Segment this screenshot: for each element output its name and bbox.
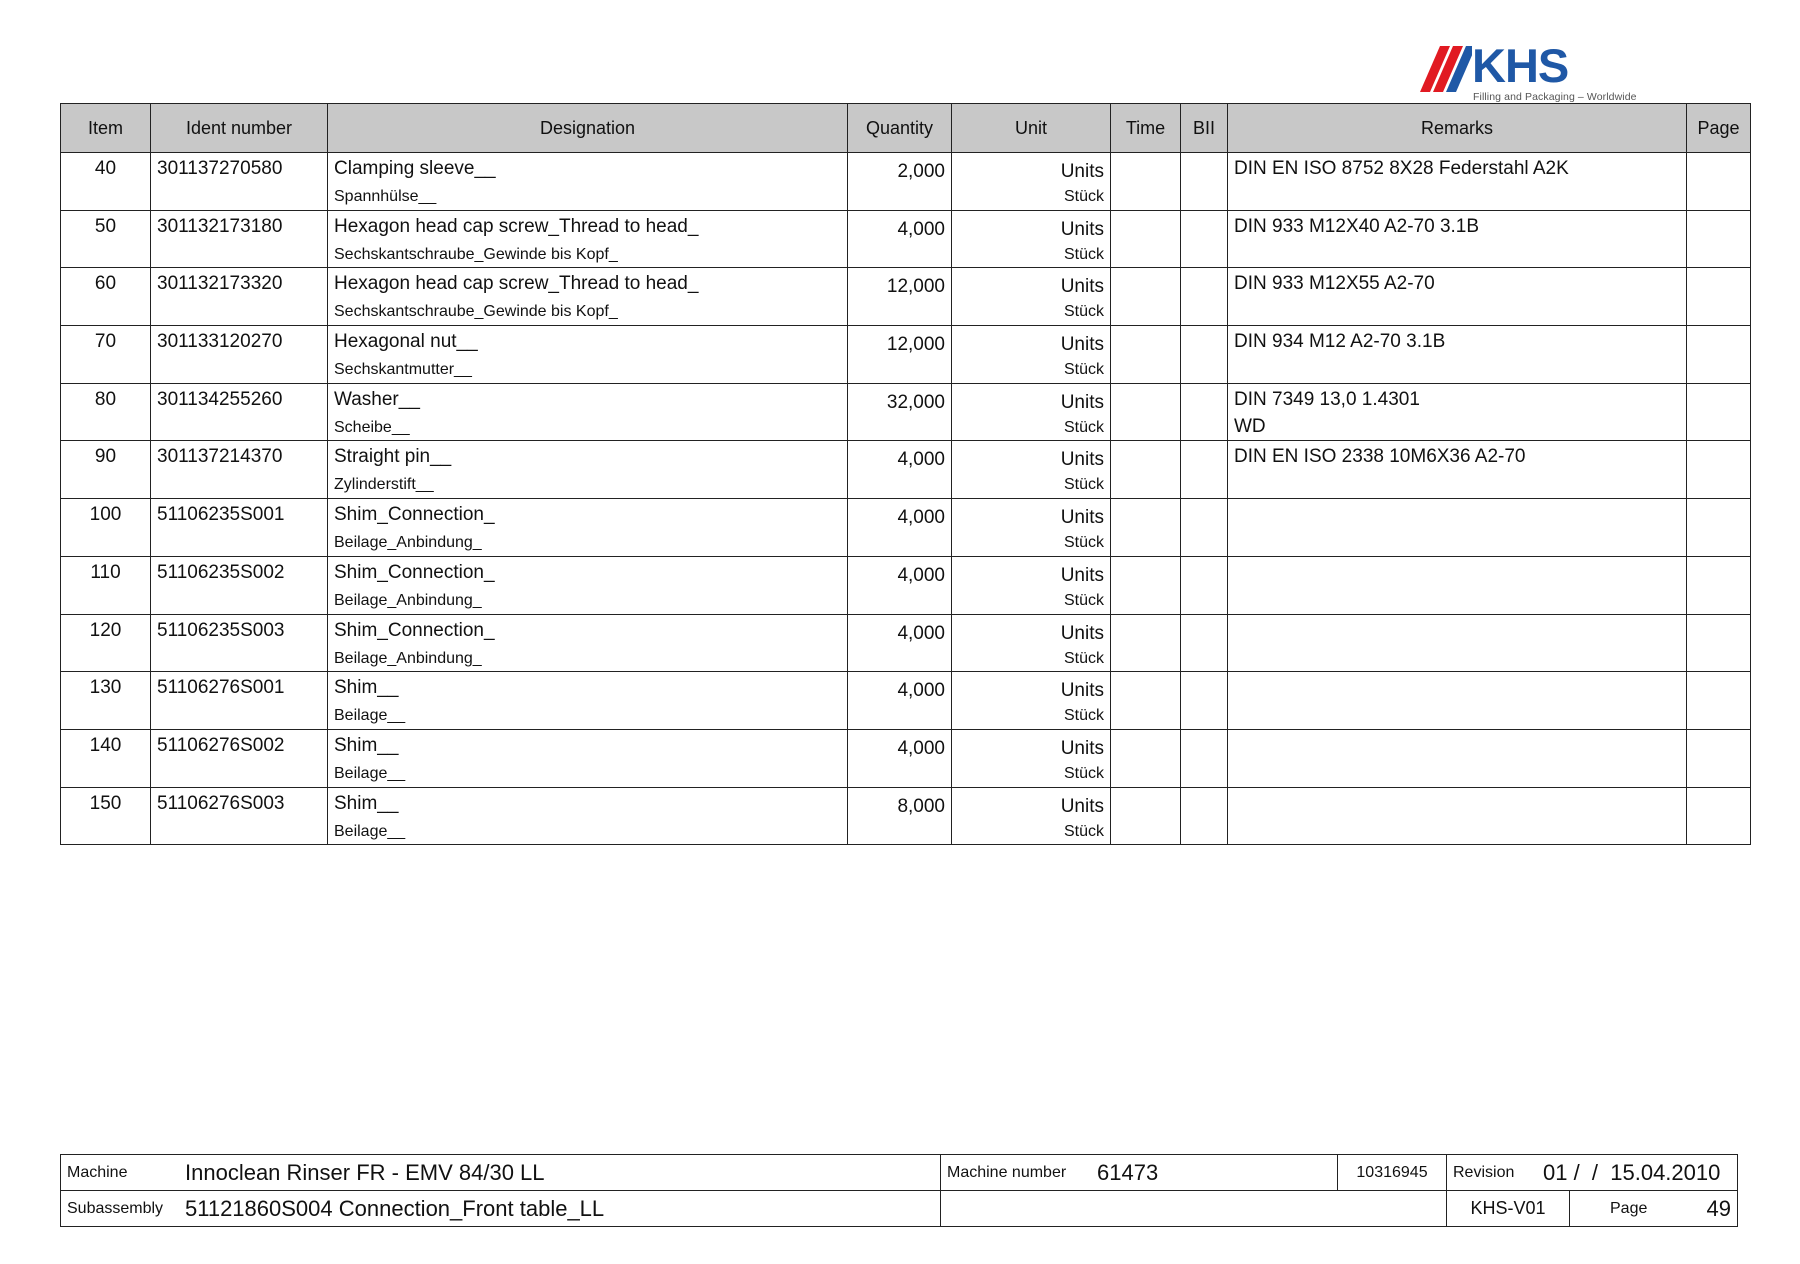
page-ref-cell bbox=[1687, 268, 1751, 326]
page-ref-cell bbox=[1687, 153, 1751, 211]
quantity-cell: 4,000 bbox=[848, 614, 952, 672]
bii-cell bbox=[1181, 672, 1228, 730]
designation-cell bbox=[328, 614, 848, 672]
remarks-line-2 bbox=[1234, 677, 1686, 682]
unit-cell bbox=[952, 729, 1111, 787]
title-block-row-2 bbox=[61, 1191, 1738, 1227]
bii-cell bbox=[1181, 614, 1228, 672]
unit-english: Units bbox=[1060, 218, 1104, 240]
khs-logo bbox=[1420, 38, 1637, 104]
remarks-cell bbox=[1228, 729, 1687, 787]
designation-german: Zylinderstift__ bbox=[334, 476, 434, 494]
time-cell bbox=[1111, 153, 1181, 211]
empty-cell bbox=[941, 1191, 1447, 1227]
designation-english: Hexagon head cap screw_Thread to head_ bbox=[334, 215, 699, 237]
col-header-bii: BII bbox=[1181, 104, 1228, 153]
quantity-cell: 12,000 bbox=[848, 268, 952, 326]
unit-german: Stück bbox=[1063, 707, 1104, 725]
bii-cell bbox=[1181, 787, 1228, 845]
unit-english: Units bbox=[1060, 334, 1104, 356]
revision-value: 01 / / 15.04.2010 bbox=[1543, 1159, 1721, 1185]
designation-english: Straight pin__ bbox=[334, 446, 452, 468]
unit-german: Stück bbox=[1063, 649, 1104, 667]
remarks-line-1: DIN 933 M12X40 A2-70 3.1B bbox=[1234, 215, 1480, 237]
designation-cell bbox=[328, 268, 848, 326]
subassembly-cell bbox=[61, 1191, 941, 1227]
page-ref-cell bbox=[1687, 614, 1751, 672]
remarks-cell bbox=[1228, 441, 1687, 499]
time-cell bbox=[1111, 210, 1181, 268]
time-cell bbox=[1111, 614, 1181, 672]
designation-cell bbox=[328, 153, 848, 211]
remarks-cell bbox=[1228, 268, 1687, 326]
item-cell: 60 bbox=[61, 268, 151, 326]
remarks-line-1: DIN EN ISO 2338 10M6X36 A2-70 bbox=[1234, 446, 1526, 468]
designation-cell bbox=[328, 672, 848, 730]
table-row bbox=[61, 326, 1751, 384]
designation-cell bbox=[328, 326, 848, 384]
machine-cell bbox=[61, 1155, 941, 1191]
ident-number-cell: 51106276S001 bbox=[151, 672, 328, 730]
unit-english: Units bbox=[1060, 680, 1104, 702]
item-cell: 50 bbox=[61, 210, 151, 268]
bii-cell bbox=[1181, 210, 1228, 268]
unit-cell bbox=[952, 614, 1111, 672]
designation-cell bbox=[328, 383, 848, 441]
remarks-line-2 bbox=[1234, 562, 1686, 567]
item-cell: 130 bbox=[61, 672, 151, 730]
remarks-cell bbox=[1228, 614, 1687, 672]
time-cell bbox=[1111, 326, 1181, 384]
time-cell bbox=[1111, 441, 1181, 499]
designation-german: Beilage__ bbox=[334, 822, 406, 840]
unit-german: Stück bbox=[1063, 303, 1104, 321]
designation-cell bbox=[328, 729, 848, 787]
unit-english: Units bbox=[1060, 391, 1104, 413]
quantity-cell: 8,000 bbox=[848, 787, 952, 845]
remarks-line-2: WD bbox=[1234, 415, 1266, 437]
table-row bbox=[61, 499, 1751, 557]
table-row bbox=[61, 268, 1751, 326]
remarks-line-2 bbox=[1234, 735, 1686, 740]
ident-number-cell: 301132173180 bbox=[151, 210, 328, 268]
remarks-cell bbox=[1228, 153, 1687, 211]
unit-german: Stück bbox=[1063, 361, 1104, 379]
logo-tagline: Filling and Packaging – Worldwide bbox=[1473, 91, 1637, 103]
time-cell bbox=[1111, 499, 1181, 557]
unit-german: Stück bbox=[1063, 534, 1104, 552]
item-cell: 70 bbox=[61, 326, 151, 384]
unit-german: Stück bbox=[1063, 245, 1104, 263]
version: KHS-V01 bbox=[1470, 1198, 1546, 1218]
designation-german: Scheibe__ bbox=[334, 418, 410, 436]
designation-english: Shim__ bbox=[334, 792, 399, 814]
unit-cell bbox=[952, 153, 1111, 211]
ident-number-cell: 51106235S002 bbox=[151, 556, 328, 614]
page-ref-cell bbox=[1687, 383, 1751, 441]
unit-english: Units bbox=[1060, 737, 1104, 759]
quantity-cell: 4,000 bbox=[848, 672, 952, 730]
quantity-cell: 4,000 bbox=[848, 729, 952, 787]
col-header-designation: Designation bbox=[328, 104, 848, 153]
page-cell bbox=[1570, 1191, 1738, 1227]
remarks-cell bbox=[1228, 383, 1687, 441]
designation-german: Beilage__ bbox=[334, 707, 406, 725]
time-cell bbox=[1111, 383, 1181, 441]
remarks-cell bbox=[1228, 556, 1687, 614]
remarks-cell bbox=[1228, 787, 1687, 845]
page-ref-cell bbox=[1687, 441, 1751, 499]
table-row bbox=[61, 441, 1751, 499]
col-header-quantity: Quantity bbox=[848, 104, 952, 153]
unit-cell bbox=[952, 787, 1111, 845]
designation-english: Shim_Connection_ bbox=[334, 561, 495, 583]
designation-cell bbox=[328, 210, 848, 268]
machine-value: Innoclean Rinser FR - EMV 84/30 LL bbox=[185, 1159, 545, 1185]
col-header-ident: Ident number bbox=[151, 104, 328, 153]
logo-brand-text: KHS bbox=[1472, 39, 1569, 92]
khs-logo-stripes-icon bbox=[1420, 46, 1472, 92]
ident-number-cell: 51106276S003 bbox=[151, 787, 328, 845]
unit-english: Units bbox=[1060, 795, 1104, 817]
remarks-line-2 bbox=[1234, 793, 1686, 798]
page-label: Page bbox=[1610, 1199, 1648, 1217]
unit-cell bbox=[952, 268, 1111, 326]
order-number-cell bbox=[1338, 1155, 1447, 1191]
designation-german: Sechskantschraube_Gewinde bis Kopf_ bbox=[334, 303, 618, 321]
remarks-line-2 bbox=[1234, 295, 1686, 300]
remarks-line-2 bbox=[1234, 238, 1686, 243]
quantity-cell: 4,000 bbox=[848, 499, 952, 557]
quantity-cell: 4,000 bbox=[848, 441, 952, 499]
unit-english: Units bbox=[1060, 507, 1104, 529]
bii-cell bbox=[1181, 383, 1228, 441]
machine-label: Machine bbox=[67, 1163, 128, 1181]
table-row bbox=[61, 787, 1751, 845]
table-row bbox=[61, 556, 1751, 614]
designation-cell bbox=[328, 787, 848, 845]
machine-number-label: Machine number bbox=[947, 1163, 1067, 1181]
remarks-line-2 bbox=[1234, 180, 1686, 185]
remarks-line-1: DIN EN ISO 8752 8X28 Federstahl A2K bbox=[1234, 158, 1569, 179]
quantity-cell: 12,000 bbox=[848, 326, 952, 384]
designation-cell bbox=[328, 441, 848, 499]
revision-label: Revision bbox=[1453, 1163, 1515, 1181]
col-header-item: Item bbox=[61, 104, 151, 153]
designation-german: Sechskantschraube_Gewinde bis Kopf_ bbox=[334, 245, 618, 263]
item-cell: 110 bbox=[61, 556, 151, 614]
table-row bbox=[61, 210, 1751, 268]
remarks-line-2 bbox=[1234, 468, 1686, 473]
item-cell: 40 bbox=[61, 153, 151, 211]
designation-english: Shim_Connection_ bbox=[334, 619, 495, 641]
table-row bbox=[61, 729, 1751, 787]
remarks-line-2 bbox=[1234, 504, 1686, 509]
unit-cell bbox=[952, 672, 1111, 730]
remarks-cell bbox=[1228, 210, 1687, 268]
remarks-line-2 bbox=[1234, 620, 1686, 625]
subassembly-label: Subassembly bbox=[67, 1199, 164, 1217]
bii-cell bbox=[1181, 499, 1228, 557]
col-header-time: Time bbox=[1111, 104, 1181, 153]
bii-cell bbox=[1181, 556, 1228, 614]
unit-english: Units bbox=[1060, 622, 1104, 644]
remarks-cell bbox=[1228, 672, 1687, 730]
item-cell: 80 bbox=[61, 383, 151, 441]
unit-english: Units bbox=[1060, 449, 1104, 471]
page-ref-cell bbox=[1687, 210, 1751, 268]
item-cell: 120 bbox=[61, 614, 151, 672]
version-cell bbox=[1447, 1191, 1570, 1227]
machine-number-value: 61473 bbox=[1097, 1159, 1159, 1185]
page-ref-cell bbox=[1687, 729, 1751, 787]
order-number: 10316945 bbox=[1356, 1163, 1428, 1181]
item-cell: 140 bbox=[61, 729, 151, 787]
quantity-cell: 2,000 bbox=[848, 153, 952, 211]
ident-number-cell: 301134255260 bbox=[151, 383, 328, 441]
unit-german: Stück bbox=[1063, 188, 1104, 205]
page-ref-cell bbox=[1687, 499, 1751, 557]
bii-cell bbox=[1181, 326, 1228, 384]
bii-cell bbox=[1181, 729, 1228, 787]
remarks-line-1: DIN 7349 13,0 1.4301 bbox=[1234, 388, 1420, 410]
unit-cell bbox=[952, 326, 1111, 384]
designation-english: Shim_Connection_ bbox=[334, 504, 495, 526]
item-cell: 100 bbox=[61, 499, 151, 557]
page-ref-cell bbox=[1687, 787, 1751, 845]
designation-german: Beilage_Anbindung_ bbox=[334, 534, 482, 552]
designation-german: Beilage__ bbox=[334, 764, 406, 782]
unit-english: Units bbox=[1060, 161, 1104, 182]
quantity-cell: 4,000 bbox=[848, 210, 952, 268]
designation-english: Washer__ bbox=[334, 388, 420, 410]
remarks-line-2 bbox=[1234, 353, 1686, 358]
parts-table bbox=[60, 103, 1751, 845]
table-row bbox=[61, 383, 1751, 441]
col-header-unit: Unit bbox=[952, 104, 1111, 153]
item-cell: 150 bbox=[61, 787, 151, 845]
ident-number-cell: 301132173320 bbox=[151, 268, 328, 326]
unit-english: Units bbox=[1060, 276, 1104, 298]
designation-english: Clamping sleeve__ bbox=[334, 158, 496, 179]
remarks-cell bbox=[1228, 499, 1687, 557]
page-ref-cell bbox=[1687, 672, 1751, 730]
machine-number-cell bbox=[941, 1155, 1338, 1191]
ident-number-cell: 51106235S001 bbox=[151, 499, 328, 557]
ident-number-cell: 51106235S003 bbox=[151, 614, 328, 672]
col-header-page: Page bbox=[1687, 104, 1751, 153]
designation-english: Shim__ bbox=[334, 677, 399, 699]
designation-german: Spannhülse__ bbox=[334, 188, 437, 205]
col-header-remarks: Remarks bbox=[1228, 104, 1687, 153]
unit-german: Stück bbox=[1063, 476, 1104, 494]
ident-number-cell: 301133120270 bbox=[151, 326, 328, 384]
time-cell bbox=[1111, 787, 1181, 845]
unit-cell bbox=[952, 383, 1111, 441]
unit-german: Stück bbox=[1063, 822, 1104, 840]
designation-german: Sechskantmutter__ bbox=[334, 361, 472, 379]
unit-english: Units bbox=[1060, 564, 1104, 586]
time-cell bbox=[1111, 672, 1181, 730]
page-ref-cell bbox=[1687, 326, 1751, 384]
designation-cell bbox=[328, 556, 848, 614]
remarks-line-1: DIN 934 M12 A2-70 3.1B bbox=[1234, 331, 1446, 353]
bii-cell bbox=[1181, 441, 1228, 499]
unit-german: Stück bbox=[1063, 418, 1104, 436]
designation-english: Hexagonal nut__ bbox=[334, 331, 478, 353]
table-row bbox=[61, 614, 1751, 672]
designation-german: Beilage_Anbindung_ bbox=[334, 591, 482, 609]
unit-german: Stück bbox=[1063, 764, 1104, 782]
title-block bbox=[60, 1154, 1738, 1227]
designation-english: Shim__ bbox=[334, 734, 399, 756]
remarks-cell bbox=[1228, 326, 1687, 384]
unit-cell bbox=[952, 210, 1111, 268]
time-cell bbox=[1111, 268, 1181, 326]
table-row bbox=[61, 153, 1751, 211]
designation-cell bbox=[328, 499, 848, 557]
unit-cell bbox=[952, 499, 1111, 557]
item-cell: 90 bbox=[61, 441, 151, 499]
unit-cell bbox=[952, 556, 1111, 614]
unit-cell bbox=[952, 441, 1111, 499]
quantity-cell: 32,000 bbox=[848, 383, 952, 441]
designation-english: Hexagon head cap screw_Thread to head_ bbox=[334, 273, 699, 295]
ident-number-cell: 51106276S002 bbox=[151, 729, 328, 787]
table-header-row bbox=[61, 104, 1751, 153]
bii-cell bbox=[1181, 268, 1228, 326]
table-row bbox=[61, 672, 1751, 730]
quantity-cell: 4,000 bbox=[848, 556, 952, 614]
remarks-line-1: DIN 933 M12X55 A2-70 bbox=[1234, 273, 1435, 295]
unit-german: Stück bbox=[1063, 591, 1104, 609]
designation-german: Beilage_Anbindung_ bbox=[334, 649, 482, 667]
parts-table-body bbox=[61, 153, 1751, 845]
ident-number-cell: 301137214370 bbox=[151, 441, 328, 499]
page-number: 49 bbox=[1706, 1195, 1731, 1221]
bii-cell bbox=[1181, 153, 1228, 211]
subassembly-value: 51121860S004 Connection_Front table_LL bbox=[185, 1195, 605, 1221]
ident-number-cell: 301137270580 bbox=[151, 153, 328, 211]
time-cell bbox=[1111, 556, 1181, 614]
time-cell bbox=[1111, 729, 1181, 787]
revision-cell bbox=[1447, 1155, 1738, 1191]
page-ref-cell bbox=[1687, 556, 1751, 614]
title-block-row-1 bbox=[61, 1155, 1738, 1191]
